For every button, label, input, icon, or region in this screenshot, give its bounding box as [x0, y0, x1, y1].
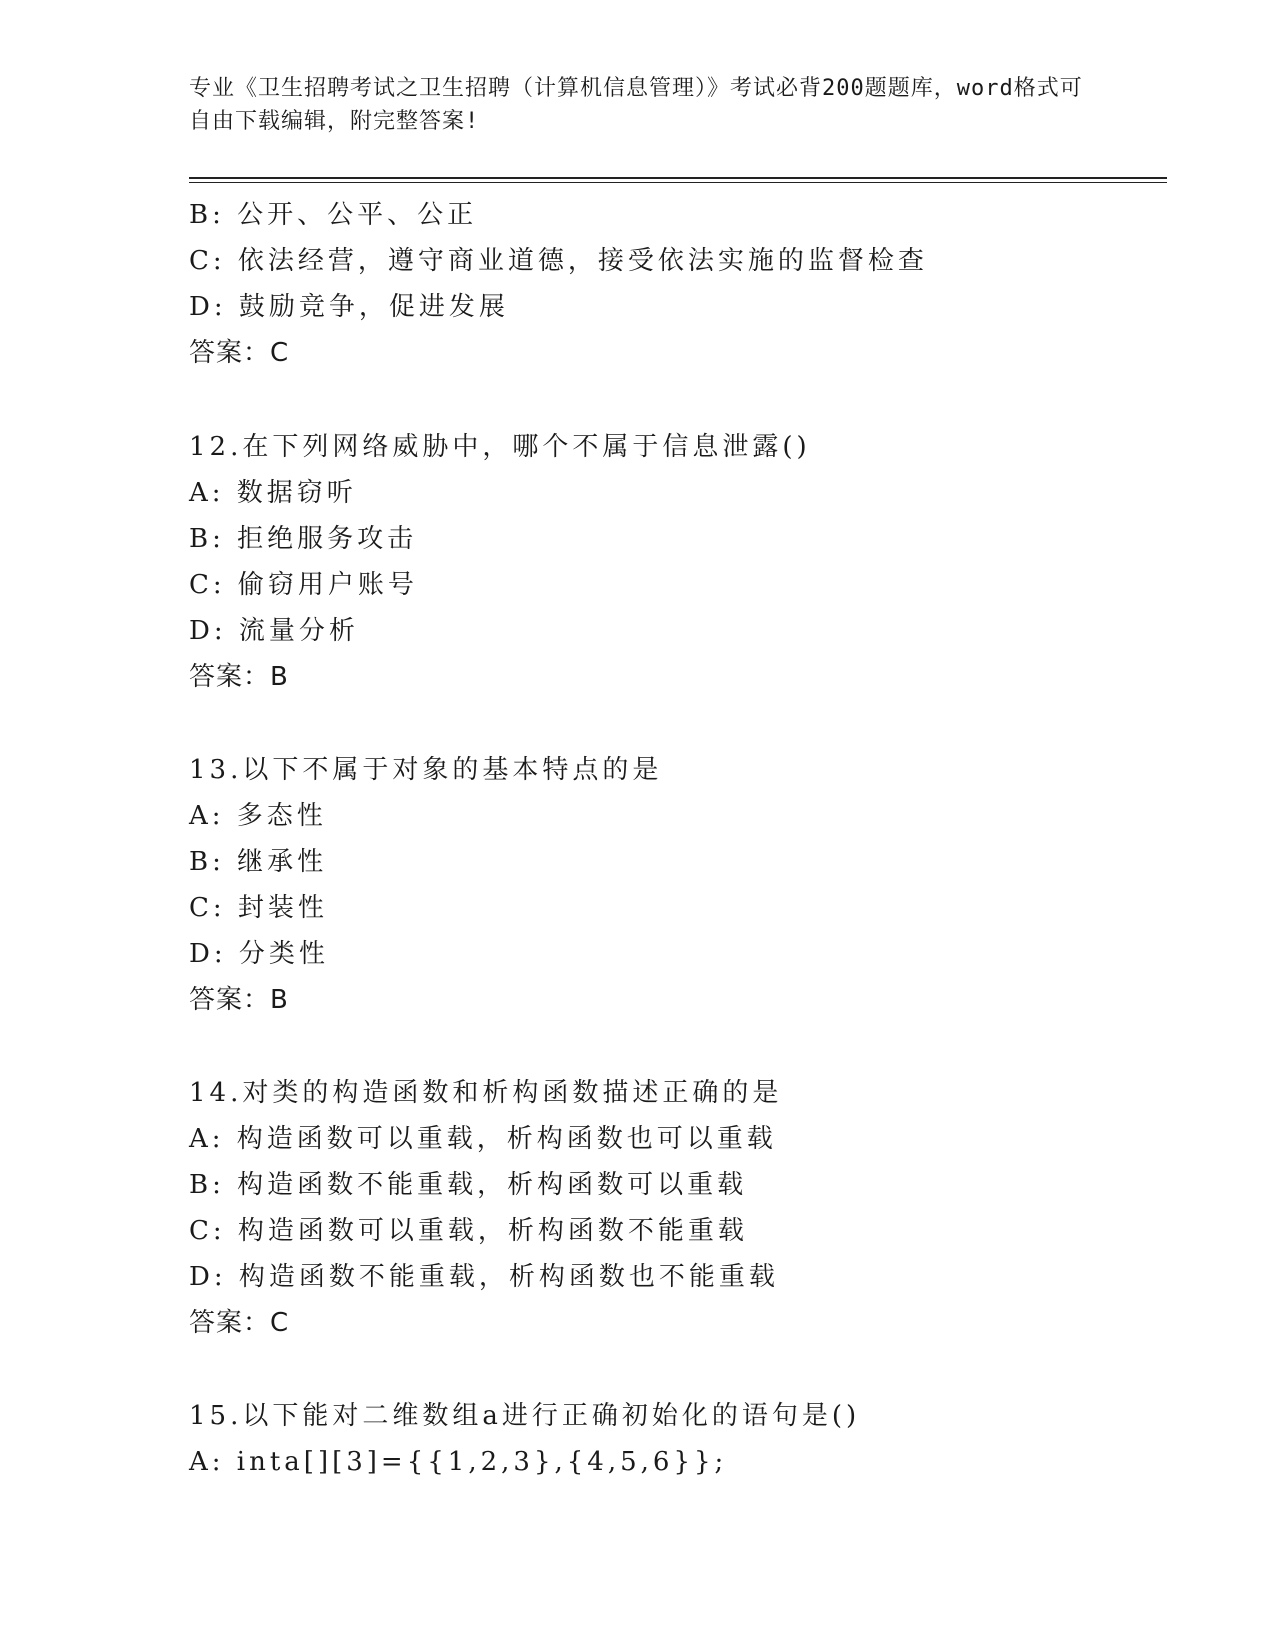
option-a: A: 构造函数可以重载，析构函数也可以重载	[189, 1124, 777, 1154]
answer-line: 答案：C	[189, 338, 290, 368]
option-c: C: 偷窃用户账号	[189, 570, 418, 600]
document-header	[189, 72, 1089, 138]
spacer	[189, 376, 1169, 424]
spacer	[189, 700, 1169, 747]
option-a: A: 数据窃听	[189, 478, 357, 508]
question-block-15	[189, 1393, 1169, 1485]
spacer	[189, 1346, 1169, 1393]
option-b: B: 拒绝服务攻击	[189, 524, 418, 554]
document-title: 专业《卫生招聘考试之卫生招聘（计算机信息管理）》考试必背200题题库，word格式可自由下载编辑，附完整答案!	[189, 76, 1083, 134]
option-b: B: 公开、公平、公正	[189, 200, 478, 230]
question-text: 14.对类的构造函数和析构函数描述正确的是	[189, 1078, 783, 1108]
option-a: A: inta[][3]={{1,2,3},{4,5,6}};	[189, 1447, 728, 1477]
option-c: C: 依法经营，遵守商业道德，接受依法实施的监督检查	[189, 246, 928, 276]
option-c: C: 封装性	[189, 893, 328, 923]
answer-line: 答案：B	[189, 662, 289, 692]
option-d: D: 构造函数不能重载，析构函数也不能重载	[189, 1262, 779, 1292]
question-text: 15.以下能对二维数组a进行正确初始化的语句是()	[189, 1401, 861, 1431]
question-list	[189, 192, 1169, 1485]
header-divider-thin	[189, 182, 1167, 183]
option-d: D: 鼓励竞争，促进发展	[189, 292, 509, 322]
answer-line: 答案：C	[189, 1308, 290, 1338]
option-d: D: 分类性	[189, 939, 329, 969]
option-b: B: 继承性	[189, 847, 328, 877]
option-a: A: 多态性	[189, 801, 327, 831]
header-divider-thick	[189, 177, 1167, 179]
question-block-14	[189, 1070, 1169, 1346]
question-text: 12.在下列网络威胁中，哪个不属于信息泄露()	[189, 432, 811, 462]
option-c: C: 构造函数可以重载，析构函数不能重载	[189, 1216, 748, 1246]
option-b: B: 构造函数不能重载，析构函数可以重载	[189, 1170, 748, 1200]
answer-line: 答案：B	[189, 985, 289, 1015]
question-block-11	[189, 192, 1169, 376]
spacer	[189, 1023, 1169, 1070]
question-block-13	[189, 747, 1169, 1023]
question-text: 13.以下不属于对象的基本特点的是	[189, 755, 663, 785]
option-d: D: 流量分析	[189, 616, 359, 646]
question-block-12	[189, 424, 1169, 700]
